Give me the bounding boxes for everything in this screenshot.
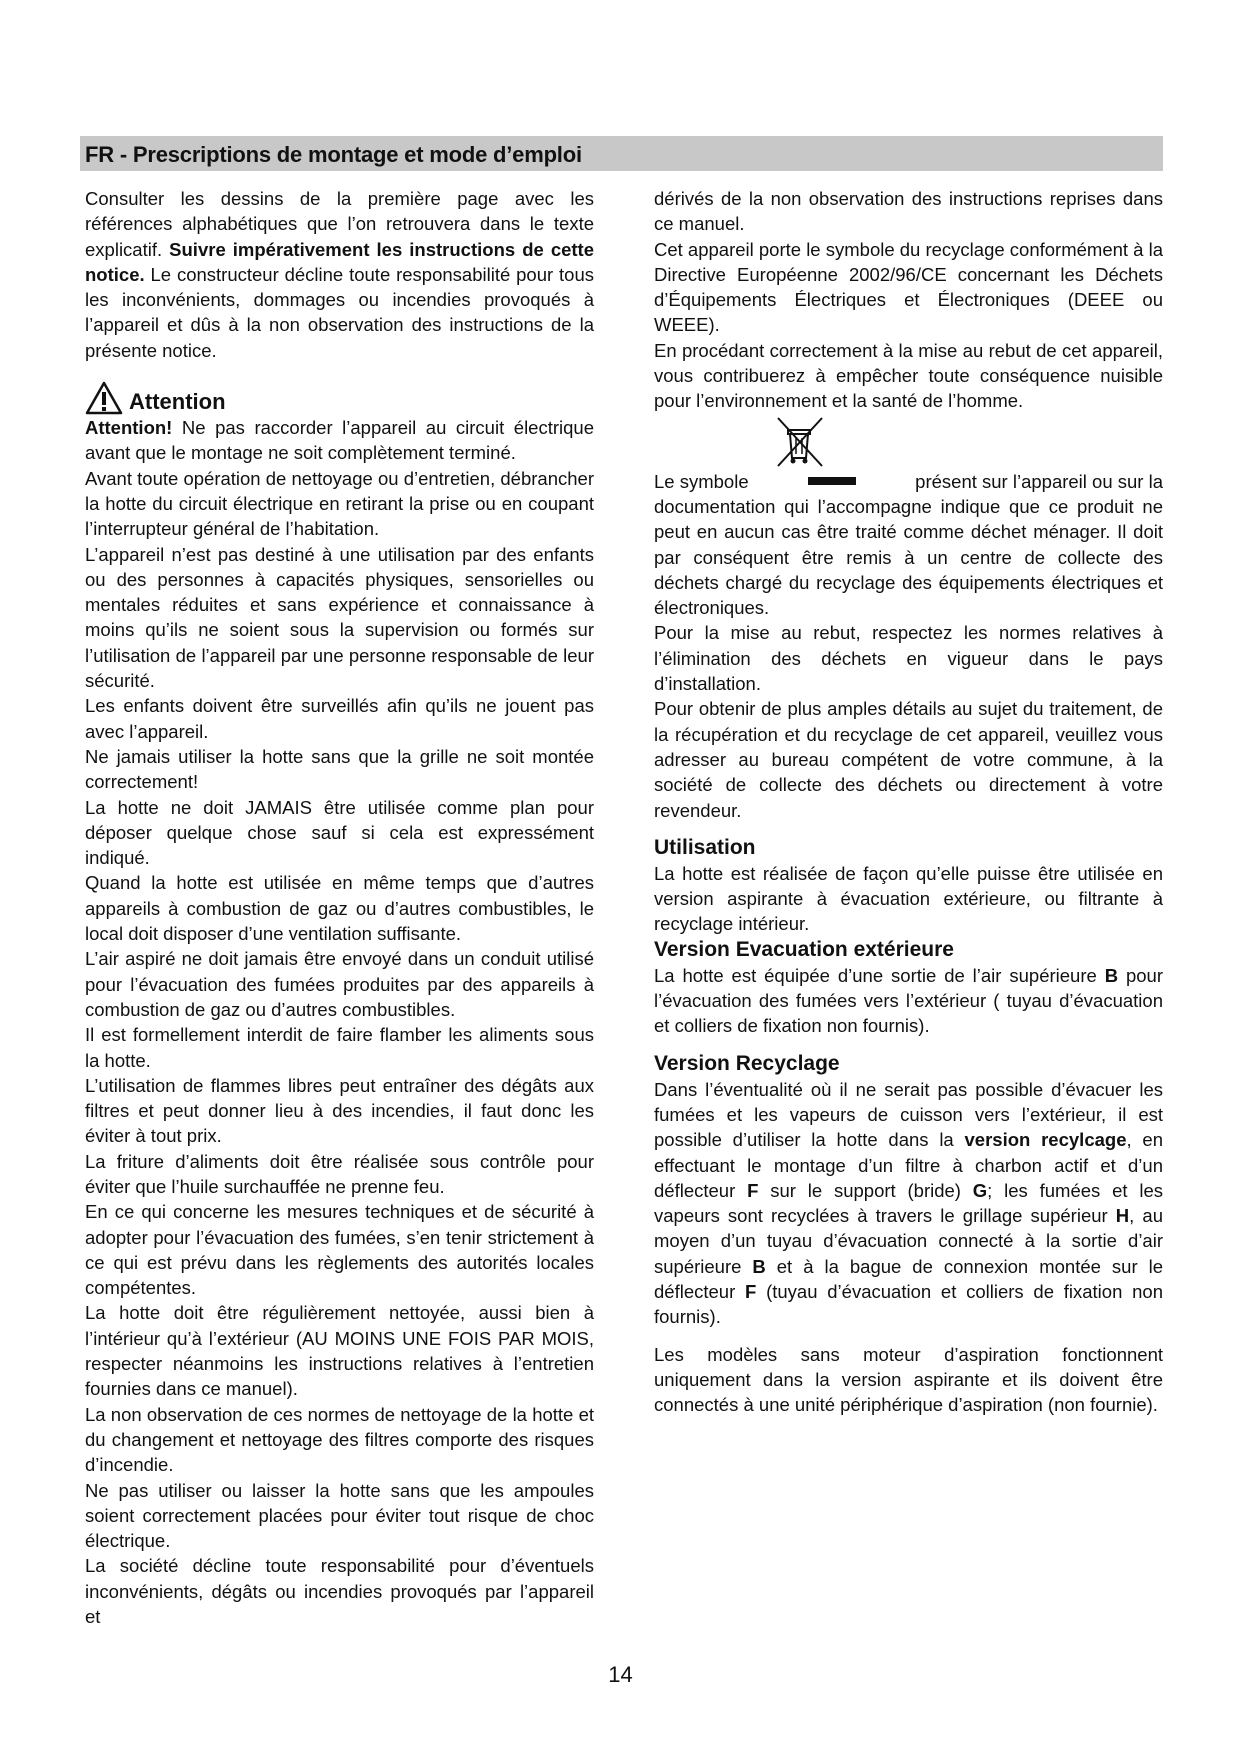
- paragraph: La hotte doit être régulièrement nettoyée, aussi bien à l’intérieur qu’à l’extérieur (AU MOINS UNE FOIS PAR MOIS, respecter néanmoins les instructions relatives à l’entretien fournies dans ce manuel).: [85, 1302, 594, 1400]
- warning-icon: [85, 381, 123, 415]
- weee-bar-icon: [808, 477, 856, 485]
- paragraph: Cet appareil porte le symbole du recyclage conformément à la Directive Européenne 2002/96/CE concernant les Déchets d’Équipements Électriques et Électroniques (DEEE ou WEEE).: [654, 238, 1164, 336]
- paragraph: Quand la hotte est utilisée en même temps que d’autres appareils à combustion de gaz ou d’autres combustibles, le local doit disposer d’une ventilation suffisante.: [85, 872, 594, 945]
- paragraph: La société décline toute responsabilité pour d’éventuels inconvénients, dégâts ou incendies provoqués par l’appareil et: [85, 1555, 594, 1628]
- paragraph: La hotte ne doit JAMAIS être utilisée comme plan pour déposer quelque chose sauf si cela est expressément indiqué.: [85, 796, 594, 869]
- intro-bold: Suivre impérativement les instructions de cette notice.: [85, 238, 595, 285]
- section-header: [80, 136, 1163, 171]
- symbol-line: [654, 469, 1163, 494]
- paragraph: [85, 415, 594, 466]
- intro-text: Consulter les dessins de la première page avec les références alphabétiques que l’on retrouvera dans le texte explicatif.: [85, 188, 594, 260]
- paragraph: La non observation de ces normes de nettoyage de la hotte et du changement et nettoyage des filtres comporte des risques d’incendie.: [85, 1403, 594, 1476]
- paragraph: Pour obtenir de plus amples détails au sujet du traitement, de la récupération et du recyclage de cet appareil, veuillez vous adresser au bureau compétent de votre commune, à la société de collecte des déchets ou directement à votre revendeur.: [654, 698, 1163, 821]
- paragraph-text: La hotte est équipée d’une sortie de l’air supérieure: [654, 964, 1105, 986]
- paragraph: La friture d’aliments doit être réalisée sous contrôle pour éviter que l’huile surchauffée ne prenne feu.: [85, 1150, 594, 1197]
- paragraph-text: et à la bague de connexion montée sur le déflecteur: [654, 1255, 1163, 1302]
- left-column: [85, 186, 594, 1629]
- attention-heading: [85, 377, 594, 415]
- crossed-bin-icon: [772, 414, 828, 470]
- evacuation-heading: Version Evacuation extérieure: [654, 937, 954, 961]
- attention-lead: Attention!: [85, 417, 173, 439]
- paragraph: Ne jamais utiliser la hotte sans que la grille ne soit montée correctement!: [85, 745, 594, 793]
- bold-term: version recylcage: [964, 1129, 1127, 1151]
- paragraph: Avant toute opération de nettoyage ou d’entretien, débrancher la hotte du circuit électrique en retirant la prise ou en coupant l’interrupteur général de l’habitation.: [85, 467, 594, 540]
- ref-letter: B: [1104, 964, 1119, 986]
- attention-title: Attention: [129, 389, 226, 415]
- paragraph: documentation qui l’accompagne indique que ce produit ne peut en aucun cas être traité comme déchet ménager. Il doit par conséquent être remis à un centre de collecte des déchets chargé du recyclage des équipements électriques et électroniques.: [654, 495, 1163, 619]
- intro-paragraph: [85, 186, 594, 363]
- ref-letter: F: [745, 1280, 757, 1302]
- paragraph: Les modèles sans moteur d’aspiration fonctionnent uniquement dans la version aspirante et ils doivent être connectés à une unité périphérique d’aspiration (non fournie).: [654, 1343, 1163, 1416]
- ref-letter: F: [747, 1179, 759, 1201]
- utilisation-heading: Utilisation: [654, 835, 756, 859]
- ref-letter: B: [752, 1255, 766, 1277]
- paragraph-text: sur le support (bride): [758, 1179, 973, 1201]
- paragraph: Ne pas utiliser ou laisser la hotte sans que les ampoules soient correctement placées pour éviter tout risque de choc électrique.: [85, 1479, 594, 1552]
- paragraph: [654, 963, 1163, 1039]
- symbol-label: Le symbole: [654, 470, 749, 492]
- paragraph-text: ; les fumées et les vapeurs sont recyclées à travers le grillage supérieur: [654, 1179, 1164, 1227]
- right-column: [654, 186, 1163, 1417]
- paragraph-text: Ne pas raccorder l’appareil au circuit électrique avant que le montage ne soit complètement terminé.: [85, 417, 594, 464]
- paragraph: Il est formellement interdit de faire flamber les aliments sous la hotte.: [85, 1024, 594, 1071]
- paragraph: En ce qui concerne les mesures techniques et de sécurité à adopter pour l’évacuation des fumées, s’en tenir strictement à ce qui est prévu dans les règlements des autorités locales compétentes.: [85, 1201, 594, 1299]
- section-title: FR - Prescriptions de montage et mode d’emploi: [85, 142, 582, 167]
- paragraph: Les enfants doivent être surveillés afin qu’ils ne jouent pas avec l’appareil.: [85, 695, 594, 742]
- paragraph-text: (tuyau d’évacuation et colliers de fixation non fournis).: [654, 1280, 1163, 1328]
- paragraph: La hotte est réalisée de façon qu’elle puisse être utilisée en version aspirante à évacuation extérieure, ou filtrante à recyclage intérieur.: [654, 862, 1163, 935]
- intro-text-2: Le constructeur décline toute responsabilité pour tous les inconvénients, dommages ou incendies provoqués à l’appareil et dûs à la non observation des instructions de la présente notice.: [85, 263, 594, 361]
- symbol-label-right: présent sur l’appareil ou sur la: [915, 470, 1163, 492]
- paragraph: L’air aspiré ne doit jamais être envoyé dans un conduit utilisé pour l’évacuation des fumées produites par des appareils à combustion de gaz ou d’autres combustibles.: [85, 948, 594, 1020]
- paragraph-text: pour l’évacuation des fumées vers l’extérieur ( tuyau d’évacuation et colliers de fixation non fournis).: [654, 964, 1163, 1037]
- paragraph: L’utilisation de flammes libres peut entraîner des dégâts aux filtres et peut donner lieu à des incendies, il faut donc les éviter à tout prix.: [85, 1074, 594, 1147]
- page-number: 14: [608, 1662, 633, 1687]
- ref-letter: H: [1115, 1205, 1130, 1227]
- paragraph: [654, 1077, 1163, 1330]
- paragraph: En procédant correctement à la mise au rebut de cet appareil, vous contribuerez à empêcher toute conséquence nuisible pour l’environnement et la santé de l’homme.: [654, 339, 1163, 412]
- paragraph: Pour la mise au rebut, respectez les normes relatives à l’élimination des déchets en vigueur dans le pays d’installation.: [654, 622, 1163, 695]
- paragraph-text: , en effectuant le montage d’un filtre à charbon actif et d’un déflecteur: [654, 1129, 1163, 1201]
- ref-letter: G: [972, 1179, 988, 1201]
- paragraph-text: Dans l’éventualité où il ne serait pas possible d’évacuer les fumées et les vapeurs de cuisson vers l’extérieur, il est possible d’utiliser la hotte dans la: [654, 1078, 1163, 1151]
- paragraph: dérivés de la non observation des instructions reprises dans ce manuel.: [654, 188, 1163, 235]
- paragraph-text: , au moyen d’un tuyau d’évacuation connecté à la sortie d’air supérieure: [654, 1205, 1163, 1277]
- weee-symbol-area: [654, 414, 1163, 469]
- recyclage-heading: Version Recyclage: [654, 1051, 840, 1075]
- paragraph: L’appareil n’est pas destiné à une utilisation par des enfants ou des personnes à capacités physiques, sensorielles ou mentales réduites et sans expérience et connaissance à moins qu’ils ne soient sous la supervision ou formés sur l’utilisation de l’appareil par une personne responsable de leur sécurité.: [85, 543, 594, 692]
